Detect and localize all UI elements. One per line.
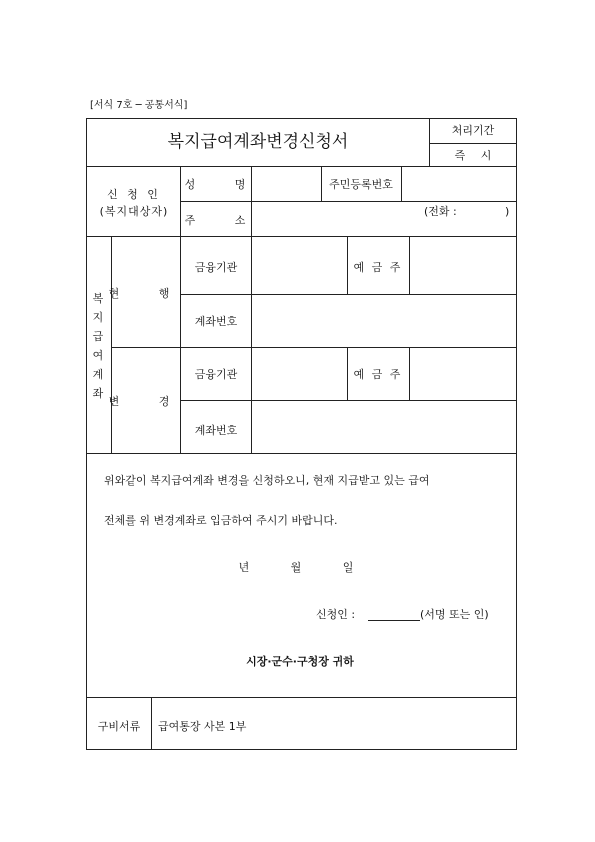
changed-bank-label: 금융기관	[194, 368, 238, 381]
name-label: 성 명	[184, 178, 264, 191]
phone-close: )	[505, 205, 510, 218]
current-account-label: 현 행	[108, 287, 188, 300]
processing-period-value: 즉 시	[454, 149, 498, 162]
applicant-label: 신 청 인	[107, 188, 161, 201]
statement-line-2: 전체를 위 변경계좌로 입금하여 주시기 바랍니다.	[104, 514, 338, 527]
changed-bank-field[interactable]	[253, 349, 345, 398]
current-account-number-label: 계좌번호	[194, 315, 238, 328]
date-line: 년 월 일	[238, 561, 366, 574]
changed-account-number-label: 계좌번호	[194, 424, 238, 437]
form-title: 복지급여계좌변경신청서	[167, 132, 349, 152]
signer-suffix: (서명 또는 인)	[420, 608, 489, 621]
rrn-field[interactable]	[403, 168, 514, 199]
processing-period-label: 처리기간	[451, 124, 495, 137]
current-holder-label: 예 금 주	[353, 261, 403, 274]
changed-holder-field[interactable]	[411, 349, 514, 398]
current-bank-field[interactable]	[253, 238, 345, 292]
form-code: [서식 7호 ─ 공통서식]	[90, 100, 188, 111]
current-bank-label: 금융기관	[194, 261, 238, 274]
changed-account-label: 변 경	[108, 395, 188, 408]
documents-label: 구비서류	[97, 720, 141, 733]
current-account-number-field[interactable]	[253, 296, 514, 345]
address-field[interactable]	[253, 203, 514, 234]
applicant-sublabel: (복지대상자)	[99, 205, 169, 218]
changed-holder-label: 예 금 주	[353, 368, 403, 381]
addressee: 시장·군수·구청장 귀하	[246, 655, 354, 668]
signature-field[interactable]	[368, 620, 420, 621]
changed-account-number-field[interactable]	[253, 402, 514, 451]
current-holder-field[interactable]	[411, 238, 514, 292]
phone-label: (전화 :	[424, 205, 457, 218]
name-field[interactable]	[253, 168, 319, 199]
statement-line-1: 위와같이 복지급여계좌 변경을 신청하오니, 현재 지급받고 있는 급여	[104, 474, 430, 487]
address-label: 주 소	[184, 214, 264, 227]
rrn-label: 주민등록번호	[329, 178, 393, 191]
signer-label: 신청인 :	[316, 608, 356, 621]
documents-value: 급여통장 사본 1부	[158, 720, 247, 733]
